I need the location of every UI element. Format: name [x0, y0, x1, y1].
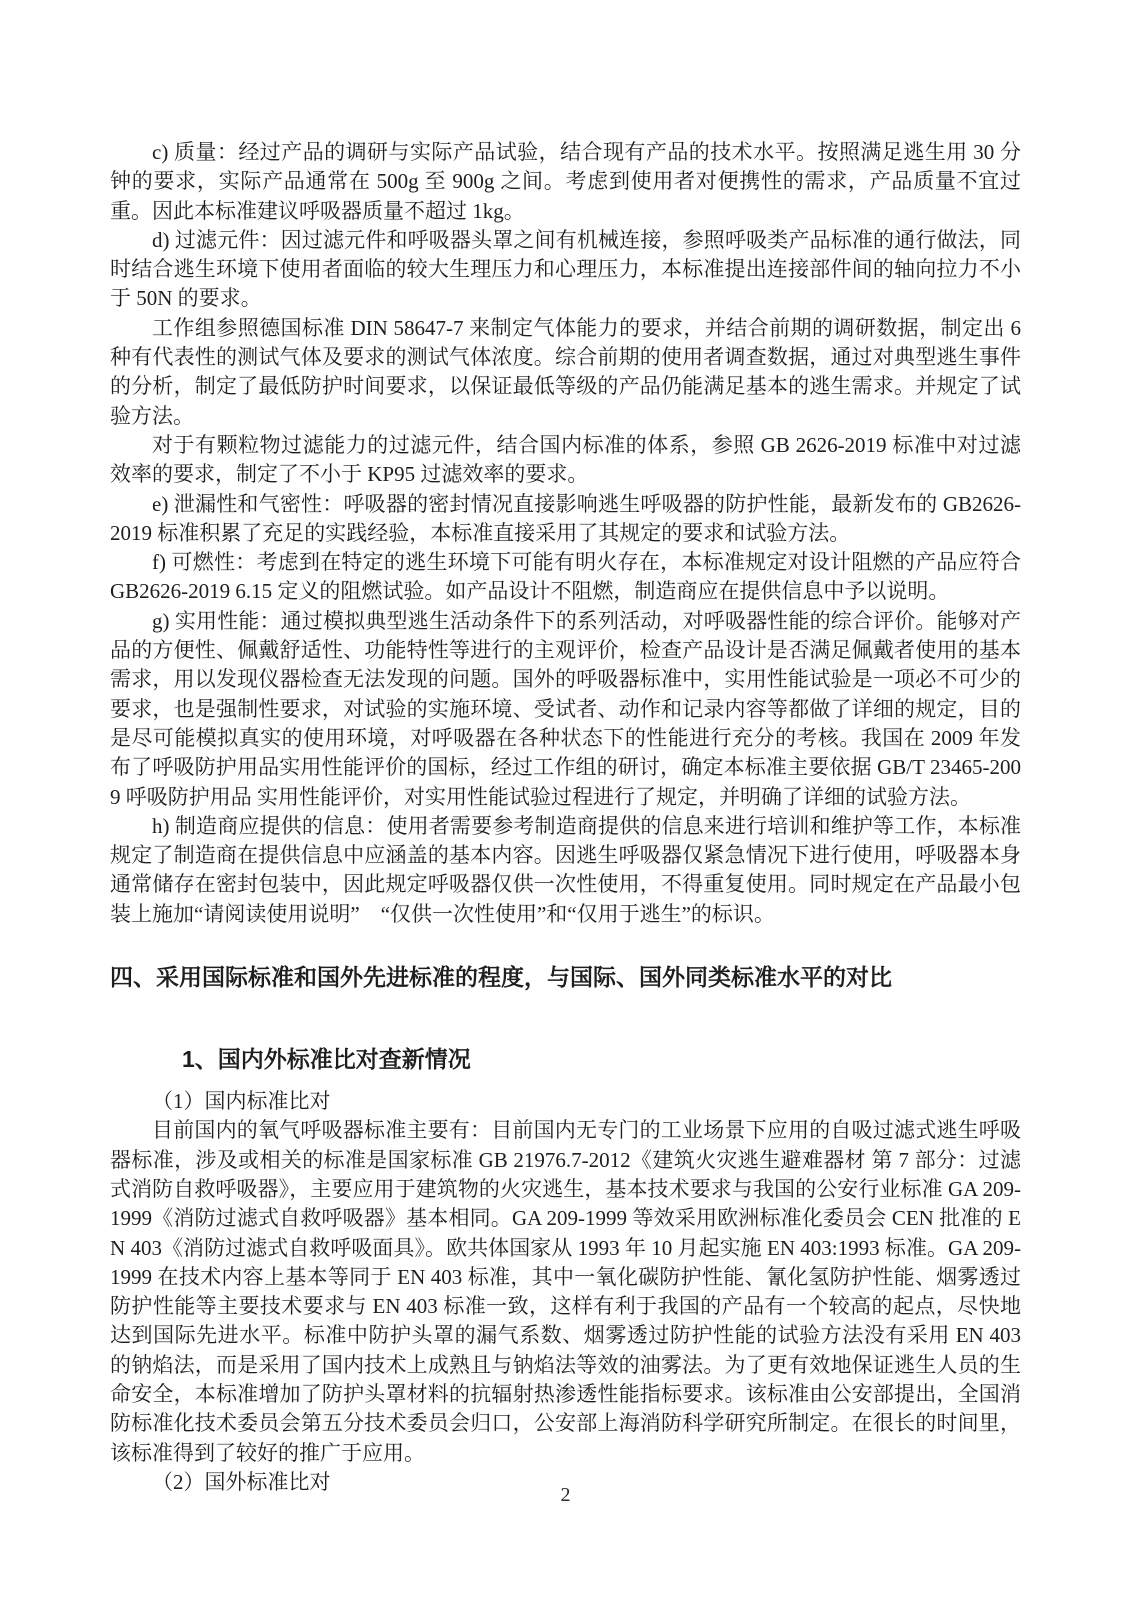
- body-paragraph-f-flammability: f) 可燃性：考虑到在特定的逃生环境下可能有明火存在，本标准规定对设计阻燃的产品应符合 GB2626-2019 6.15 定义的阻燃试验。如产品设计不阻燃，制造商应在提供信息中予以说明。: [110, 550, 1021, 604]
- body-paragraph-g-practical-performance: g) 实用性能：通过模拟典型逃生活动条件下的系列活动，对呼吸器性能的综合评价。能够对产品的方便性、佩戴舒适性、功能特性等进行的主观评价，检查产品设计是否满足佩戴者使用的基本需求，用以发现仪器检查无法发现的问题。国外的呼吸器标准中，实用性能试验是一项必不可少的要求，也是强制性要求，对试验的实施环境、受试者、动作和记录内容等都做了详细的规定，目的是尽可能模拟真实的使用环境，对呼吸器在各种状态下的性能进行充分的考核。我国在 2009 年发布了呼吸防护用品实用性能评价的国标，经过工作组的研讨，确定本标准主要依据 GB/T 23465-2009 呼吸防护用品 实用性能评价，对实用性能试验过程进行了规定，并明确了详细的试验方法。: [110, 608, 1021, 809]
- body-paragraph-particle-filter: 对于有颗粒物过滤能力的过滤元件，结合国内标准的体系，参照 GB 2626-2019 标准中对过滤效率的要求，制定了不小于 KP95 过滤效率的要求。: [110, 432, 1021, 487]
- list-item-foreign-comparison: （2）国外标准比对: [152, 1469, 331, 1494]
- body-paragraph-domestic-standards: 目前国内的氧气呼吸器标准主要有：目前国内无专门的工业场景下应用的自吸过滤式逃生呼吸器标准，涉及或相关的标准是国家标准 GB 21976.7-2012《建筑火灾逃生避难器材 第 7 部分：过滤式消防自救呼吸器》，主要应用于建筑物的火灾逃生，基本技术要求与我国的公安行业标准 GA 209-1999《消防过滤式自救呼吸器》基本相同。GA 209-1999 等效采用欧洲标准化委员会 CEN 批准的 EN 403《消防过滤式自救呼吸面具》。欧共体国家从 1993 年 10 月起实施 EN 403:1993 标准。GA 209-1999 在技术内容上基本等同于 EN 403 标准，其中一氧化碳防护性能、氰化氢防护性能、烟雾透过防护性能等主要技术要求与 EN 403 标准一致，这样有利于我国的产品有一个较高的起点，尽快地达到国际先进水平。标准中防护头罩的漏气系数、烟雾透过防护性能的试验方法没有采用 EN 403 的钠焰法，而是采用了国内技术上成熟且与钠焰法等效的油雾法。为了更有效地保证逃生人员的生命安全，本标准增加了防护头罩材料的抗辐射热渗透性能指标要求。该标准由公安部提出，全国消防标准化技术委员会第五分技术委员会归口，公安部上海消防科学研究所制定。在很长的时间里，该标准得到了较好的推广于应用。: [110, 1118, 1021, 1465]
- body-paragraph-c-quality: c) 质量：经过产品的调研与实际产品试验，结合现有产品的技术水平。按照满足逃生用 30 分钟的要求，实际产品通常在 500g 至 900g 之间。考虑到使用者对便携性的需求，产品质量不宜过重。因此本标准建议呼吸器质量不超过 1kg。: [110, 140, 1021, 223]
- list-item-domestic-comparison: （1）国内标准比对: [152, 1089, 331, 1114]
- page-number: 2: [560, 1484, 571, 1506]
- body-paragraph-e-leakage: e) 泄漏性和气密性：呼吸器的密封情况直接影响逃生呼吸器的防护性能，最新发布的 GB2626-2019 标准积累了充足的实践经验，本标准直接采用了其规定的要求和试验方法。: [110, 491, 1021, 545]
- body-paragraph-d-filter-element: d) 过滤元件：因过滤元件和呼吸器头罩之间有机械连接，参照呼吸类产品标准的通行做法，同时结合逃生环境下使用者面临的较大生理压力和心理压力，本标准提出连接部件间的轴向拉力不小于 50N 的要求。: [110, 227, 1021, 311]
- subsection-heading-1: 1、国内外标准比对查新情况: [182, 1046, 471, 1073]
- text-block: [110, 138, 1021, 1497]
- body-paragraph-workgroup-gas: 工作组参照德国标准 DIN 58647-7 来制定气体能力的要求，并结合前期的调研数据，制定出 6 种有代表性的测试气体及要求的测试气体浓度。综合前期的使用者调查数据，通过对典型逃生事件的分析，制定了最低防护时间要求，以保证最低等级的产品仍能满足基本的逃生需求。并规定了试验方法。: [110, 315, 1021, 428]
- section-heading-4: 四、采用国际标准和国外先进标准的程度，与国际、国外同类标准水平的对比: [110, 964, 892, 991]
- body-paragraph-h-manufacturer-info: h) 制造商应提供的信息：使用者需要参考制造商提供的信息来进行培训和维护等工作，本标准规定了制造商在提供信息中应涵盖的基本内容。因逃生呼吸器仅紧急情况下进行使用，呼吸器本身通常储存在密封包装中，因此规定呼吸器仅供一次性使用，不得重复使用。同时规定在产品最小包装上施加“请阅读使用说明” “仅供一次性使用”和“仅用于逃生”的标识。: [110, 813, 1021, 926]
